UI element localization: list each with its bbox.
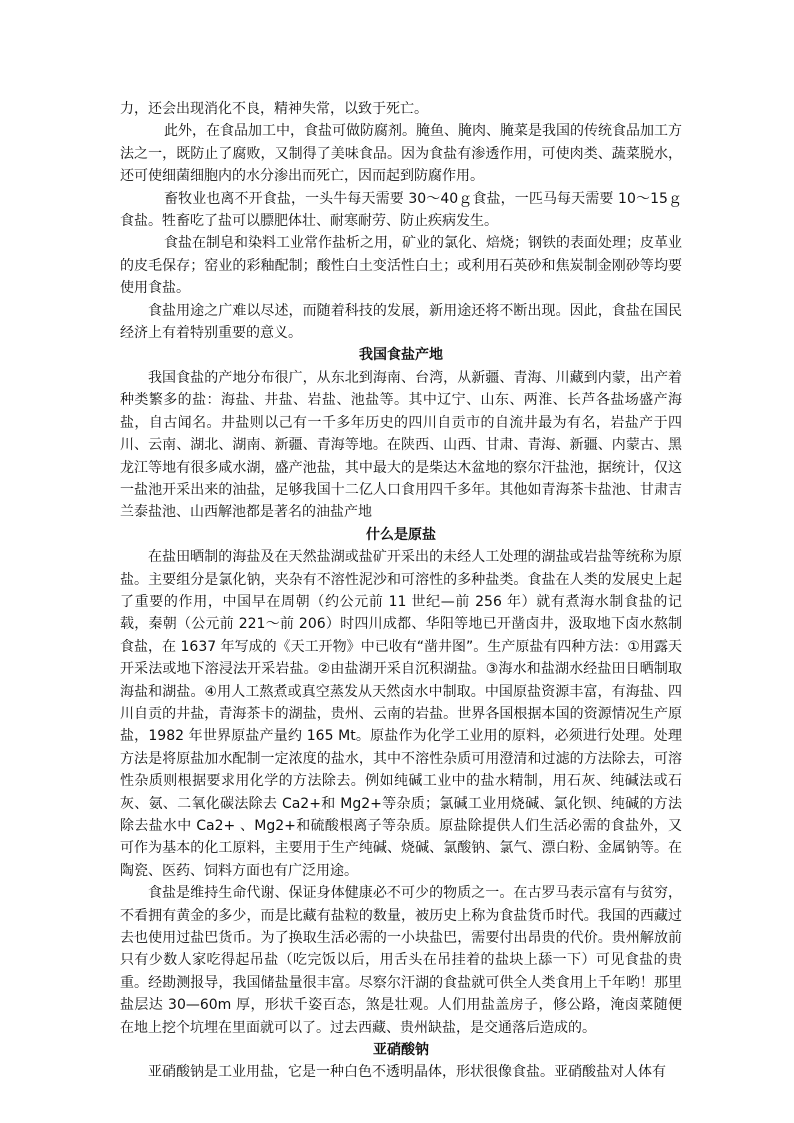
paragraph-industry: 食盐在制皂和染料工业常作盐析之用，矿业的氯化、焙烧；钢铁的表面处理；皮革业的皮毛保存；窑业的彩釉配制；酸性白土变活性白土；或利用石英砂和焦炭制金刚砂等均要使用食盐。	[120, 235, 682, 297]
heading-sodium-nitrite: 亚硝酸钠	[373, 1042, 429, 1059]
paragraph-raw-salt: 在盐田晒制的海盐及在天然盐湖或盐矿开采出的未经人工处理的湖盐或岩盐等统称为原盐。主要组分是氯化钠，夹杂有不溶性泥沙和可溶性的多种盐类。食盐在人类的发展史上起了重要的作用，中国早在周朝（约公元前 11 世纪—前 256 年）就有煮海水制食盐的记载，秦朝（公元前 221～前 206）时四川成都、华阳等地已开凿卤井，汲取地下卤水熬制食盐，在 1637 年写成的《天工开物》中已收有“凿井图”。生产原盐有四种方法：①用露天开采法或地下溶浸法开采岩盐。②由盐湖开采自沉积湖盐。③海水和盐湖水经盐田日晒制取海盐和湖盐。④用人工熬煮或真空蒸发从天然卤水中制取。中国原盐资源丰富，有海盐、四川自贡的井盐，青海茶卡的湖盐，贵州、云南的岩盐。世界各国根据本国的资源情况生产原盐，1982 年世界原盐产量约 165 Mt。原盐作为化学工业用的原料，必须进行处理。处理方法是将原盐加水配制一定浓度的盐水，其中不溶性杂质可用澄清和过滤的方法除去，可溶性杂质则根据要求用化学的方法除去。例如纯碱工业中的盐水精制，用石灰、纯碱法或石灰、氨、二氧化碳法除去 Ca2+和 Mg2+等杂质；氯碱工业用烧碱、氯化钡、纯碱的方法除去盐水中 Ca2+ 、Mg2+和硫酸根离子等杂质。原盐除提供人们生活必需的食盐外，又可作为基本的化工原料，主要用于生产纯碱、烧碱、氯酸钠、氯气、漂白粉、金属钠等。在陶瓷、医药、饲料方面也有广泛用途。	[120, 549, 682, 879]
paragraph-importance: 食盐用途之广难以尽述，而随着科技的发展，新用途还将不断出现。因此，食盐在国民经济上有着特别重要的意义。	[120, 302, 682, 342]
heading-salt-origins: 我国食盐产地	[359, 347, 443, 364]
document-page	[120, 98, 682, 1084]
paragraph-salt-history: 食盐是维持生命代谢、保证身体健康必不可少的物质之一。在古罗马表示富有与贫穷，不看拥有黄金的多少，而是比藏有盐粒的数量，被历史上称为食盐货币时代。我国的西藏过去也使用过盐巴货币。为了换取生活必需的一小块盐巴，需要付出昂贵的代价。贵州解放前只有少数人家吃得起吊盐（吃完饭以后，用舌头在吊挂着的盐块上舔一下）可见食盐的贵重。经勘测报导，我国储盐量很丰富。尽察尔汗湖的食盐就可供全人类食用上千年哟！那里盐层达 30—60m 厚，形状千姿百态，煞是壮观。人们用盐盖房子，修公路，淹卤菜随便在地上挖个坑埋在里面就可以了。过去西藏、贵州缺盐，是交通落后造成的。	[120, 885, 682, 1036]
paragraph-sodium-nitrite: 亚硝酸钠是工业用盐，它是一种白色不透明晶体，形状很像食盐。亚硝酸盐对人体有	[148, 1064, 666, 1081]
paragraph-1: 力，还会出现消化不良，精神失常，以致于死亡。	[120, 101, 428, 117]
heading-raw-salt: 什么是原盐	[366, 526, 436, 543]
paragraph-preservation: 此外，在食品加工中，食盐可做防腐剂。腌鱼、腌肉、腌菜是我国的传统食品加工方法之一，既防止了腐败，又制得了美味食品。因为食盐有渗透作用，可使肉类、蔬菜脱水，还可使细菌细胞内的水分渗出而死亡，因而起到防腐作用。	[120, 123, 682, 185]
paragraph-livestock: 畜牧业也离不开食盐，一头牛每天需要 30～40ｇ食盐，一匹马每天需要 10～15ｇ食盐。牲畜吃了盐可以膘肥体壮、耐寒耐劳、防止疾病发生。	[120, 190, 682, 230]
paragraph-origins: 我国食盐的产地分布很广，从东北到海南、台湾，从新疆、青海、川藏到内蒙，出产着种类繁多的盐：海盐、井盐、岩盐、池盐等。其中辽宁、山东、两淮、长芦各盐场盛产海盐，自古闻名。井盐则以己有一千多年历史的四川自贡市的自流井最为有名，岩盐产于四川、云南、湖北、湖南、新疆、青海等地。在陕西、山西、甘肃、青海、新疆、内蒙古、黑龙江等地有很多咸水湖，盛产池盐，其中最大的是柴达木盆地的察尔汗盐池，据统计，仅这一盐池开采出来的油盐，足够我国十二亿人口食用四千多年。其他如青海茶卡盐池、甘肃吉兰泰盐池、山西解池都是著名的油盐产地	[120, 369, 682, 521]
